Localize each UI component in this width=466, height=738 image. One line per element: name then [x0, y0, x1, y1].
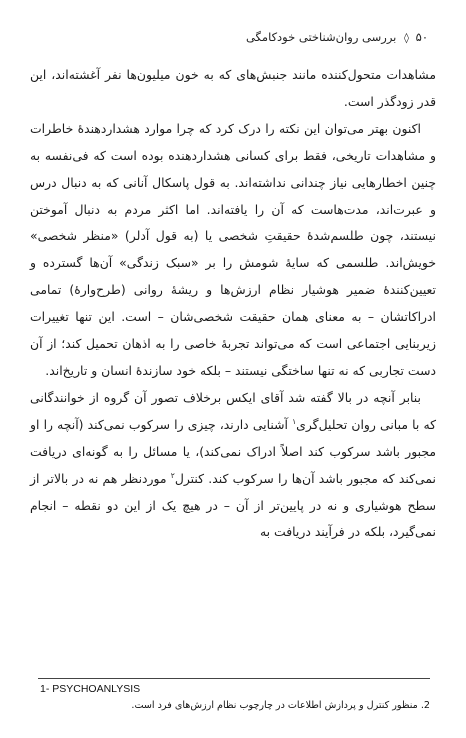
footnote-divider [38, 678, 430, 679]
footnote-ref-2: ۲ [170, 470, 175, 480]
header-separator: ◊ [404, 33, 409, 44]
running-title: بررسی روان‌شناختی خودکامگی [245, 30, 397, 44]
paragraph-3-part-b: آشنایی دارند، چیزی را سرکوب نمی‌کند (آنچه را او مجبور باشد سرکوب کند اصلاً ادراک نمی‌کند)، یا مسائل را به گونه‌ای دریافت نمی‌کند که مجبور باشد آن‌ها را سرکوب کند. کنترل [30, 416, 436, 486]
body-text [30, 62, 436, 546]
footnote-2: 2. منظور کنترل و پردازش اطلاعات در چارچوب نظام ارزش‌های فرد است. [131, 700, 430, 711]
paragraph-3-part-c: موردنظر هم نه در بالاتر از سطح هوشیاری و نه در پایین‌تر از آن – در هیچ یک از این دو نقطه – انجام نمی‌گیرد، بلکه در فرآیند دریافت به [30, 470, 436, 540]
footnote-ref-1: ۱ [292, 416, 297, 426]
paragraph-3 [30, 385, 436, 546]
footnote-1: 1- PSYCHOANLYSIS [40, 683, 141, 695]
page-number: ۵۰ [415, 30, 428, 44]
paragraph-2: اکنون بهتر می‌توان این نکته را درک کرد که چرا موارد هشداردهندهٔ خاطرات و مشاهدات تاریخی، فقط برای کسانی هشداردهنده بوده است که فی‌نفسه به چنین اخطارهایی نیاز چندانی نداشته‌اند. به قول پاسکال آنانی که به دنبال درس و عبرت‌اند، مدت‌هاست که آن را یافته‌اند. اما اکثر مردم به دنبال آموختن نیستند، چون طلسم‌شدهٔ حقیقتِ شخصی یا (به قول آدلر) «منظر شخصی» خویش‌اند. طلسمی که سایهٔ شومش را بر «سبک زندگی» آن‌ها گسترده و تعیین‌کنندهٔ ضمیر هوشیار نظام ارزش‌ها و ریشهٔ روانی (طرح‌وارهٔ) تمامی ادراکاتشان – به معنای همان حقیقت شخصی‌شان – است. این تنها تغییرات زیربنایی اجتماعی است که می‌تواند تجربهٔ خاصی را به اذهان تحمیل کند؛ از آن دست تجاربی که نه تنها ساختگی نیستند – بلکه خود سازندهٔ انسان و تاریخ‌اند. [30, 120, 436, 378]
running-header [246, 30, 428, 44]
paragraph-3-part-a: بنابر آنچه در بالا گفته شد آقای ایکس برخلاف تصور آن گروه از خوانندگانی که با مبانی روان تحلیل‌گری [30, 389, 437, 432]
paragraph-1: مشاهدات متحول‌کننده مانند جنبش‌های که به خون میلیون‌ها نفر آغشته‌اند، این قدر زودگذر است. [30, 67, 436, 109]
